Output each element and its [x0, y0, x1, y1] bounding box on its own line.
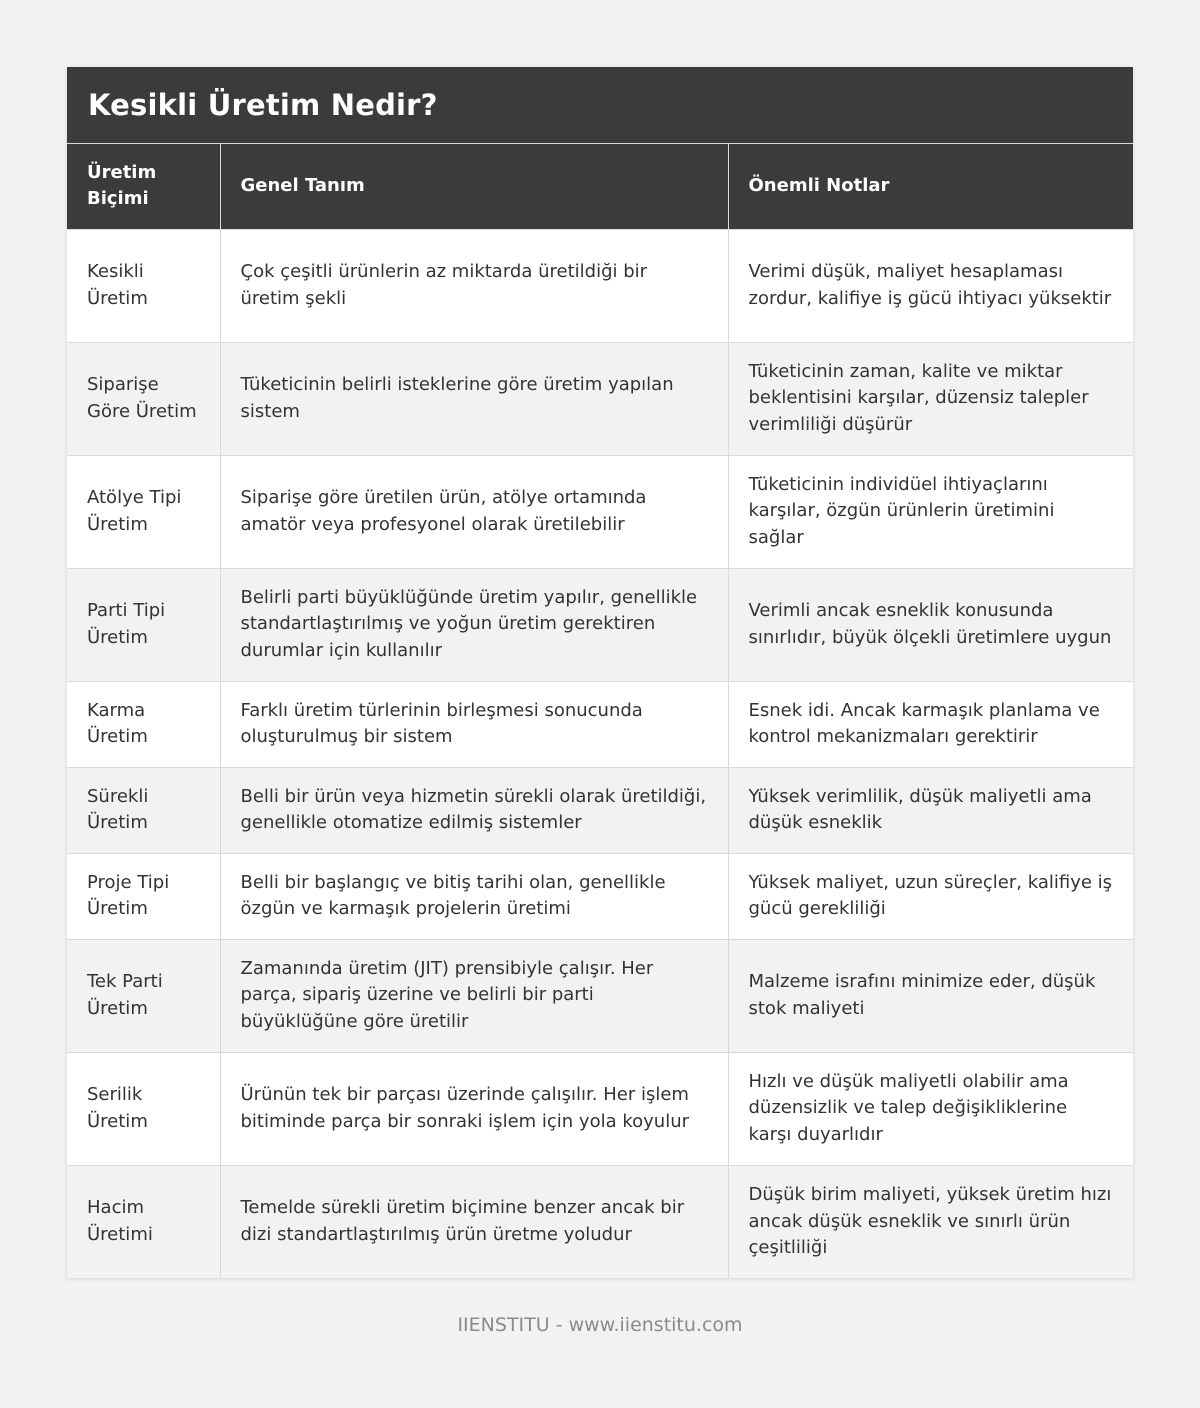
cell-production-type: Hacim Üretimi: [67, 1165, 220, 1278]
table-row: [67, 455, 1133, 568]
table-row: [67, 568, 1133, 681]
cell-notes: Verimli ancak esneklik konusunda sınırlıdır, büyük ölçekli üretimlere uygun: [728, 568, 1133, 681]
table-row: [67, 1165, 1133, 1278]
table-row: [67, 342, 1133, 455]
cell-definition: Belirli parti büyüklüğünde üretim yapılır, genellikle standartlaştırılmış ve yoğun üretim gerektiren durumlar için kullanılır: [220, 568, 728, 681]
cell-definition: Siparişe göre üretilen ürün, atölye ortamında amatör veya profesyonel olarak üretilebilir: [220, 455, 728, 568]
cell-notes: Verimi düşük, maliyet hesaplaması zordur, kalifiye iş gücü ihtiyacı yüksektir: [728, 229, 1133, 342]
table-row: [67, 1052, 1133, 1165]
cell-notes: Tüketicinin individüel ihtiyaçlarını karşılar, özgün ürünlerin üretimini sağlar: [728, 455, 1133, 568]
cell-notes: Yüksek maliyet, uzun süreçler, kalifiye iş gücü gerekliliği: [728, 853, 1133, 939]
title-bar: [67, 67, 1133, 144]
cell-production-type: Tek Parti Üretim: [67, 939, 220, 1052]
table-card: [67, 67, 1133, 1278]
cell-production-type: Kesikli Üretim: [67, 229, 220, 342]
cell-definition: Zamanında üretim (JIT) prensibiyle çalışır. Her parça, sipariş üzerine ve belirli bir parti büyüklüğüne göre üretilir: [220, 939, 728, 1052]
footer-credit: IIENSTITU - www.iienstitu.com: [457, 1314, 743, 1336]
header-production-type: Üretim Biçimi: [67, 144, 220, 229]
table-row: [67, 939, 1133, 1052]
cell-production-type: Parti Tipi Üretim: [67, 568, 220, 681]
cell-definition: Ürünün tek bir parçası üzerinde çalışılır. Her işlem bitiminde parça bir sonraki işlem için yola koyulur: [220, 1052, 728, 1165]
production-table: [67, 144, 1133, 1278]
cell-production-type: Proje Tipi Üretim: [67, 853, 220, 939]
cell-production-type: Siparişe Göre Üretim: [67, 342, 220, 455]
cell-notes: Hızlı ve düşük maliyetli olabilir ama düzensizlik ve talep değişikliklerine karşı duyarlıdır: [728, 1052, 1133, 1165]
cell-production-type: Karma Üretim: [67, 681, 220, 767]
cell-definition: Temelde sürekli üretim biçimine benzer ancak bir dizi standartlaştırılmış ürün üretme yoludur: [220, 1165, 728, 1278]
header-important-notes: Önemli Notlar: [748, 175, 890, 197]
cell-notes: Yüksek verimlilik, düşük maliyetli ama düşük esneklik: [728, 767, 1133, 853]
cell-definition: Farklı üretim türlerinin birleşmesi sonucunda oluşturulmuş bir sistem: [220, 681, 728, 767]
cell-notes: Malzeme israfını minimize eder, düşük stok maliyeti: [728, 939, 1133, 1052]
cell-definition: Tüketicinin belirli isteklerine göre üretim yapılan sistem: [220, 342, 728, 455]
cell-notes: Tüketicinin zaman, kalite ve miktar beklentisini karşılar, düzensiz talepler verimliliği düşürür: [728, 342, 1133, 455]
table-row: [67, 229, 1133, 342]
cell-notes: Esnek idi. Ancak karmaşık planlama ve kontrol mekanizmaları gerektirir: [728, 681, 1133, 767]
table-row: [67, 853, 1133, 939]
cell-production-type: Serilik Üretim: [67, 1052, 220, 1165]
table-row: [67, 767, 1133, 853]
cell-production-type: Sürekli Üretim: [67, 767, 220, 853]
cell-production-type: Atölye Tipi Üretim: [67, 455, 220, 568]
table-header-row: [67, 144, 1133, 229]
table-row: [67, 681, 1133, 767]
header-general-definition: Genel Tanım: [220, 144, 728, 229]
page-title: Kesikli Üretim Nedir?: [88, 88, 438, 122]
cell-definition: Belli bir başlangıç ve bitiş tarihi olan, genellikle özgün ve karmaşık projelerin üretimi: [220, 853, 728, 939]
cell-notes: Düşük birim maliyeti, yüksek üretim hızı ancak düşük esneklik ve sınırlı ürün çeşitliliği: [728, 1165, 1133, 1278]
cell-definition: Çok çeşitli ürünlerin az miktarda üretildiği bir üretim şekli: [220, 229, 728, 342]
cell-definition: Belli bir ürün veya hizmetin sürekli olarak üretildiği, genellikle otomatize edilmiş sistemler: [220, 767, 728, 853]
